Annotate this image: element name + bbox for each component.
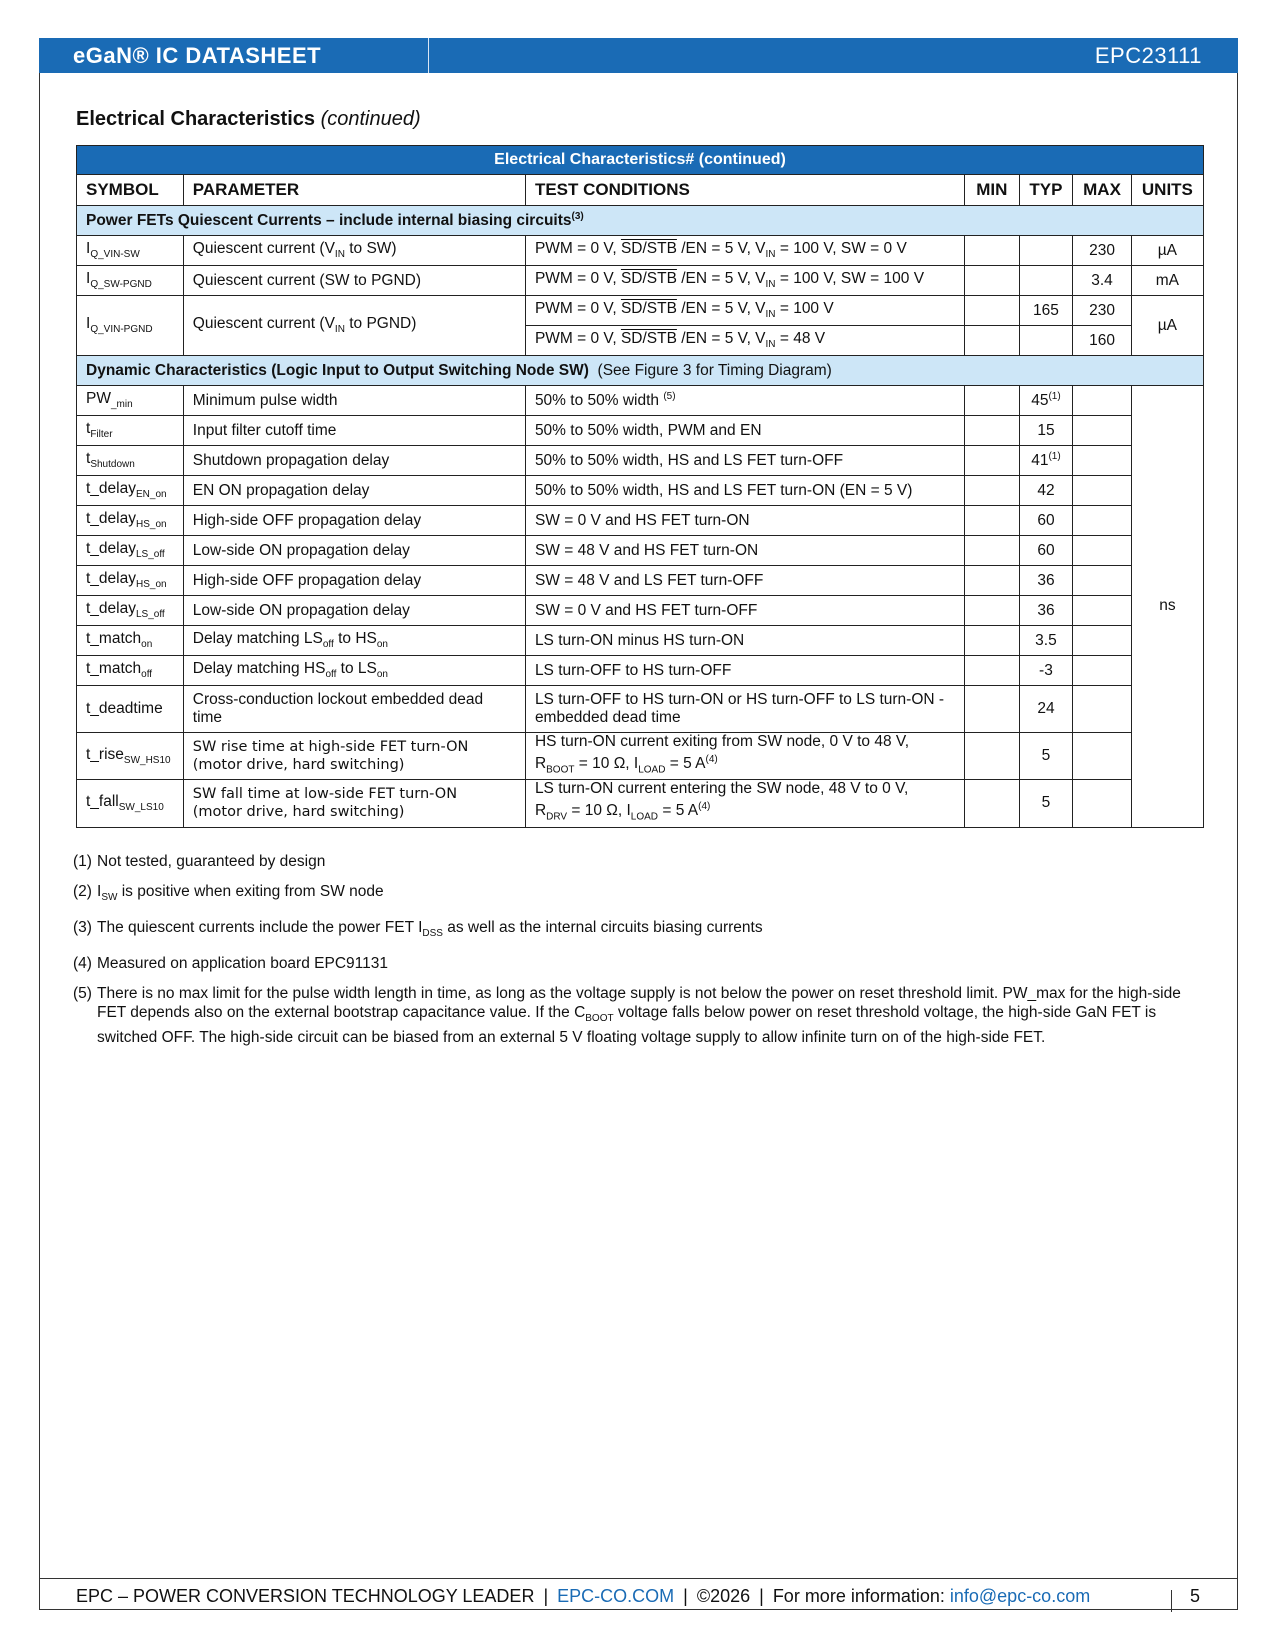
table-caption: Electrical Characteristics# (continued) [77, 146, 1204, 175]
table-row [77, 780, 1204, 827]
condition-cell: SW = 0 V and HS FET turn-ON [525, 506, 964, 536]
parameter-cell: Low-side ON propagation delay [183, 536, 525, 566]
typ-cell: 60 [1019, 536, 1073, 566]
page-number-divider [1171, 1590, 1172, 1612]
table-row [77, 296, 1204, 326]
datasheet-title: eGaN® IC DATASHEET [73, 43, 322, 68]
max-cell [1073, 780, 1132, 827]
typ-cell: 5 [1019, 733, 1073, 780]
min-cell [965, 236, 1020, 266]
part-number: EPC23111 [1094, 43, 1202, 68]
min-cell [965, 626, 1020, 656]
header-units: UNITS [1131, 175, 1203, 206]
condition-cell: PWM = 0 V, SD/STB /EN = 5 V, $V_{IN} = 100$ V, SW = 0 V [525, 236, 964, 266]
max-cell: 230 [1073, 236, 1132, 266]
condition-cell: SW = 0 V and HS FET turn-OFF [525, 596, 964, 626]
min-cell [965, 656, 1020, 686]
section-title [76, 108, 421, 131]
page-number: 5 [1190, 1586, 1201, 1606]
max-cell [1073, 446, 1132, 476]
footnotes [73, 852, 1193, 1058]
typ-cell [1019, 326, 1073, 356]
group-row-quiescent [77, 206, 1204, 236]
typ-cell: 5 [1019, 780, 1073, 827]
table-row [77, 536, 1204, 566]
max-cell [1073, 566, 1132, 596]
min-cell [965, 446, 1020, 476]
header-divider [428, 38, 429, 73]
min-cell [965, 686, 1020, 733]
min-cell [965, 266, 1020, 296]
header-typ: TYP [1019, 175, 1073, 206]
parameter-cell: Shutdown propagation delay [183, 446, 525, 476]
condition-cell: LS turn-OFF to HS turn-ON or HS turn-OFF to LS turn-ON - embedded dead time [525, 686, 964, 733]
symbol-cell: $I_{Q\_VIN-PGND}$ [77, 296, 184, 356]
table-row [77, 266, 1204, 296]
symbol-cell: t_deadtime [77, 686, 184, 733]
condition-cell: SW = 48 V and HS FET turn-ON [525, 536, 964, 566]
header-symbol: SYMBOL [77, 175, 184, 206]
max-cell [1073, 686, 1132, 733]
min-cell [965, 296, 1020, 326]
typ-cell: 41$^{(1)}$ [1019, 446, 1073, 476]
symbol-cell: t_delay$_{LS\_off}$ [77, 596, 184, 626]
min-cell [965, 733, 1020, 780]
symbol-cell: t_match$_{off}$ [77, 656, 184, 686]
header-conditions: TEST CONDITIONS [525, 175, 964, 206]
footer-email-link[interactable]: info@epc-co.com [949, 1586, 1091, 1606]
max-cell [1073, 416, 1132, 446]
condition-cell: 50% to 50% width, PWM and EN [525, 416, 964, 446]
unit-cell: µA [1131, 296, 1203, 356]
parameter-cell: EN ON propagation delay [183, 476, 525, 506]
typ-cell: 15 [1019, 416, 1073, 446]
footer: EPC – POWER CONVERSION TECHNOLOGY LEADER | EPC-CO.COM | ©2026 | For more information: info@epc-co.com [76, 1586, 1091, 1606]
symbol-cell: $PW_{\_min}$ [77, 386, 184, 416]
min-cell [965, 386, 1020, 416]
table-row [77, 506, 1204, 536]
typ-cell [1019, 266, 1073, 296]
max-cell [1073, 506, 1132, 536]
table-row [77, 386, 1204, 416]
unit-cell: mA [1131, 266, 1203, 296]
condition-cell: LS turn-ON minus HS turn-ON [525, 626, 964, 656]
section-title-main: Electrical Characteristics [76, 108, 316, 130]
header-min: MIN [965, 175, 1020, 206]
min-cell [965, 780, 1020, 827]
condition-cell: PWM = 0 V, SD/STB /EN = 5 V, $V_{IN} = 100$ V, SW = 100 V [525, 266, 964, 296]
condition-cell: 50% to 50% width, HS and LS FET turn-ON (EN = 5 V) [525, 476, 964, 506]
condition-cell: LS turn-OFF to HS turn-OFF [525, 656, 964, 686]
parameter-cell: Quiescent current (SW to PGND) [183, 266, 525, 296]
typ-cell: 36 [1019, 596, 1073, 626]
typ-cell: 60 [1019, 506, 1073, 536]
typ-cell: -3 [1019, 656, 1073, 686]
max-cell [1073, 626, 1132, 656]
table-row [77, 416, 1204, 446]
footer-copyright: ©2026 [696, 1586, 751, 1606]
footnote-4: (4) Measured on application board EPC91131 [73, 955, 388, 973]
header-max: MAX [1073, 175, 1132, 206]
parameter-cell: Minimum pulse width [183, 386, 525, 416]
parameter-cell: High-side OFF propagation delay [183, 506, 525, 536]
table-row [77, 236, 1204, 266]
footnote-1: (1) Not tested, guaranteed by design [73, 853, 326, 870]
min-cell [965, 416, 1020, 446]
footnote-2: (2) $I_{SW}$ is positive when exiting from SW node [73, 883, 384, 904]
min-cell [965, 506, 1020, 536]
max-cell [1073, 596, 1132, 626]
table-row [77, 566, 1204, 596]
group-row-dynamic [77, 356, 1204, 386]
typ-cell: 3.5 [1019, 626, 1073, 656]
min-cell [965, 326, 1020, 356]
symbol-cell: t_delay$_{HS\_on}$ [77, 566, 184, 596]
parameter-cell: Quiescent current ($V_{IN}$ to PGND) [183, 296, 525, 356]
parameter-cell: High-side OFF propagation delay [183, 566, 525, 596]
symbol-cell: $t_{Shutdown}$ [77, 446, 184, 476]
table-header-row [77, 175, 1204, 206]
parameter-cell: SW fall time at low-side FET turn-ON (motor drive, hard switching) [183, 780, 525, 827]
unit-cell: µA [1131, 236, 1203, 266]
condition-cell: SW = 48 V and LS FET turn-OFF [525, 566, 964, 596]
typ-cell: 45$^{(1)}$ [1019, 386, 1073, 416]
symbol-cell: t_match$_{on}$ [77, 626, 184, 656]
symbol-cell: t_delay$_{EN\_on}$ [77, 476, 184, 506]
group-label-quiescent: Power FETs Quiescent Currents – include internal biasing circuits$^{(3)}$ [77, 206, 1204, 236]
symbol-cell: t_delay$_{LS\_off}$ [77, 536, 184, 566]
table-row [77, 596, 1204, 626]
max-cell [1073, 386, 1132, 416]
table-row [77, 733, 1204, 780]
symbol-cell: t_delay$_{HS\_on}$ [77, 506, 184, 536]
min-cell [965, 566, 1020, 596]
max-cell [1073, 476, 1132, 506]
max-cell: 3.4 [1073, 266, 1132, 296]
parameter-cell: SW rise time at high-side FET turn-ON (motor drive, hard switching) [183, 733, 525, 780]
header-bar [39, 38, 1238, 73]
table-row [77, 476, 1204, 506]
max-cell [1073, 536, 1132, 566]
condition-cell: 50% to 50% width $^{(5)}$ [525, 386, 964, 416]
max-cell [1073, 733, 1132, 780]
typ-cell: 24 [1019, 686, 1073, 733]
electrical-characteristics-table [76, 145, 1204, 828]
min-cell [965, 476, 1020, 506]
parameter-cell: Cross-conduction lockout embedded dead time [183, 686, 525, 733]
min-cell [965, 596, 1020, 626]
min-cell [965, 536, 1020, 566]
typ-cell: 165 [1019, 296, 1073, 326]
typ-cell: 36 [1019, 566, 1073, 596]
footnote-5: (5) There is no max limit for the pulse width length in time, as long as the voltage supply is not below the power on reset threshold limit. PW_max for the high-side FET depends also on the external bootstrap capacitance value. If the $C_{BOOT}$ voltage falls below power on reset threshold voltage, the high-side GaN FET is switched OFF. The high-side circuit can be biased from an external 5 V floating voltage supply to allow infinite turn on of the high-side FET. [73, 985, 1181, 1047]
condition-cell: PWM = 0 V, SD/STB /EN = 5 V, $V_{IN} = 48$ V [525, 326, 964, 356]
symbol-cell: t_rise$_{SW\_HS10}$ [77, 733, 184, 780]
max-cell: 160 [1073, 326, 1132, 356]
table-row [77, 446, 1204, 476]
footer-info-label: For more information: [772, 1586, 950, 1606]
unit-cell-ns: ns [1131, 386, 1203, 828]
condition-cell: 50% to 50% width, HS and LS FET turn-OFF [525, 446, 964, 476]
condition-cell: LS turn-ON current entering the SW node, 48 V to 0 V, $R_{DRV} = 10$ Ω, $I_{LOAD} = 5$ $A^{(4)}$ [525, 780, 964, 827]
typ-cell [1019, 236, 1073, 266]
condition-cell: HS turn-ON current exiting from SW node, 0 V to 48 V, $R_{BOOT} = 10$ Ω, $I_{LOAD} = 5$ $A^{(4)}$ [525, 733, 964, 780]
symbol-cell: $I_{Q\_VIN-SW}$ [77, 236, 184, 266]
table-row [77, 626, 1204, 656]
symbol-cell: $t_{Filter}$ [77, 416, 184, 446]
max-cell [1073, 656, 1132, 686]
symbol-cell: t_fall$_{SW\_LS10}$ [77, 780, 184, 827]
symbol-cell: $I_{Q\_SW-PGND}$ [77, 266, 184, 296]
section-title-continued: (continued) [320, 108, 421, 130]
table-caption-row [77, 146, 1204, 175]
table-row [77, 656, 1204, 686]
max-cell: 230 [1073, 296, 1132, 326]
footer-rule [39, 1578, 1238, 1579]
header-parameter: PARAMETER [183, 175, 525, 206]
parameter-cell: Delay matching $LS_{off}$ to $HS_{on}$ [183, 626, 525, 656]
footer-site-link[interactable]: EPC-CO.COM [557, 1586, 675, 1606]
condition-cell: PWM = 0 V, SD/STB /EN = 5 V, $V_{IN} = 100$ V [525, 296, 964, 326]
parameter-cell: Input filter cutoff time [183, 416, 525, 446]
parameter-cell: Quiescent current ($V_{IN}$ to SW) [183, 236, 525, 266]
typ-cell: 42 [1019, 476, 1073, 506]
footnote-3: (3) The quiescent currents include the power FET $I_{DSS}$ as well as the internal circuits biasing currents [73, 919, 763, 940]
parameter-cell: Low-side ON propagation delay [183, 596, 525, 626]
parameter-cell: Delay matching $HS_{off}$ to $LS_{on}$ [183, 656, 525, 686]
footer-company: EPC – POWER CONVERSION TECHNOLOGY LEADER [76, 1586, 535, 1606]
group-label-dynamic: Dynamic Characteristics (Logic Input to Output Switching Node SW) (See Figure 3 for Timing Diagram) [77, 356, 1204, 386]
table-row [77, 686, 1204, 733]
